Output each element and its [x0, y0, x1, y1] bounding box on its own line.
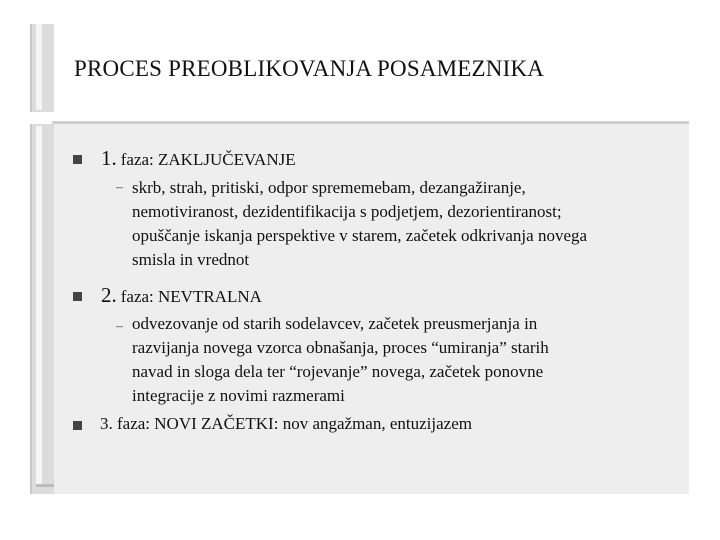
phase-1-line-3: opuščanje iskanja perspektive v starem, začetek odkrivanja novega [132, 226, 588, 245]
frame-bar-top [30, 24, 54, 112]
frame-bar-bottom-inner [36, 126, 42, 486]
phase-2-line-3: navad in sloga dela ter “rojevanje” novega, začetek ponovne [132, 362, 544, 381]
phase-2-line-2: razvijanja novega vzorca obnašanja, proces “umiranja” starih [132, 338, 549, 357]
dash-icon: – [116, 319, 123, 334]
phase-2-heading [101, 283, 262, 308]
frame-bar-top-inner [36, 24, 42, 110]
frame-bar-bottom [30, 124, 54, 494]
slide-title: PROCES PREOBLIKOVANJA POSAMEZNIKA [74, 56, 545, 81]
phase-1-heading [101, 146, 296, 171]
bullet-square-icon [73, 292, 82, 301]
phase-1-number: 1. [101, 146, 117, 170]
dash-icon: – [116, 180, 123, 195]
phase-1-line-2: nemotiviranost, dezidentifikacija s podjetjem, dezorientiranost; [132, 202, 562, 221]
title-divider [52, 121, 689, 124]
phase-2-line-4: integracije z novimi razmerami [132, 386, 345, 405]
phase-2-line-1: odvezovanje od starih sodelavcev, začetek preusmerjanja in [132, 314, 538, 333]
phase-1-line-4: smisla in vrednot [132, 250, 250, 269]
phase-3-text: 3. faza: NOVI ZAČETKI: nov angažman, entuzijazem [100, 414, 472, 433]
bullet-square-icon [73, 421, 82, 430]
bullet-square-icon [73, 155, 82, 164]
phase-1-description [132, 176, 587, 272]
phase-2-label: faza: NEVTRALNA [120, 287, 262, 306]
frame-bar-bottom-cap [36, 484, 54, 487]
phase-1-label: faza: ZAKLJUČEVANJE [120, 150, 296, 169]
phase-2-description [132, 312, 549, 408]
phase-2-number: 2. [101, 283, 117, 307]
phase-1-line-1: skrb, strah, pritiski, odpor sprememebam, dezangažiranje, [132, 178, 526, 197]
